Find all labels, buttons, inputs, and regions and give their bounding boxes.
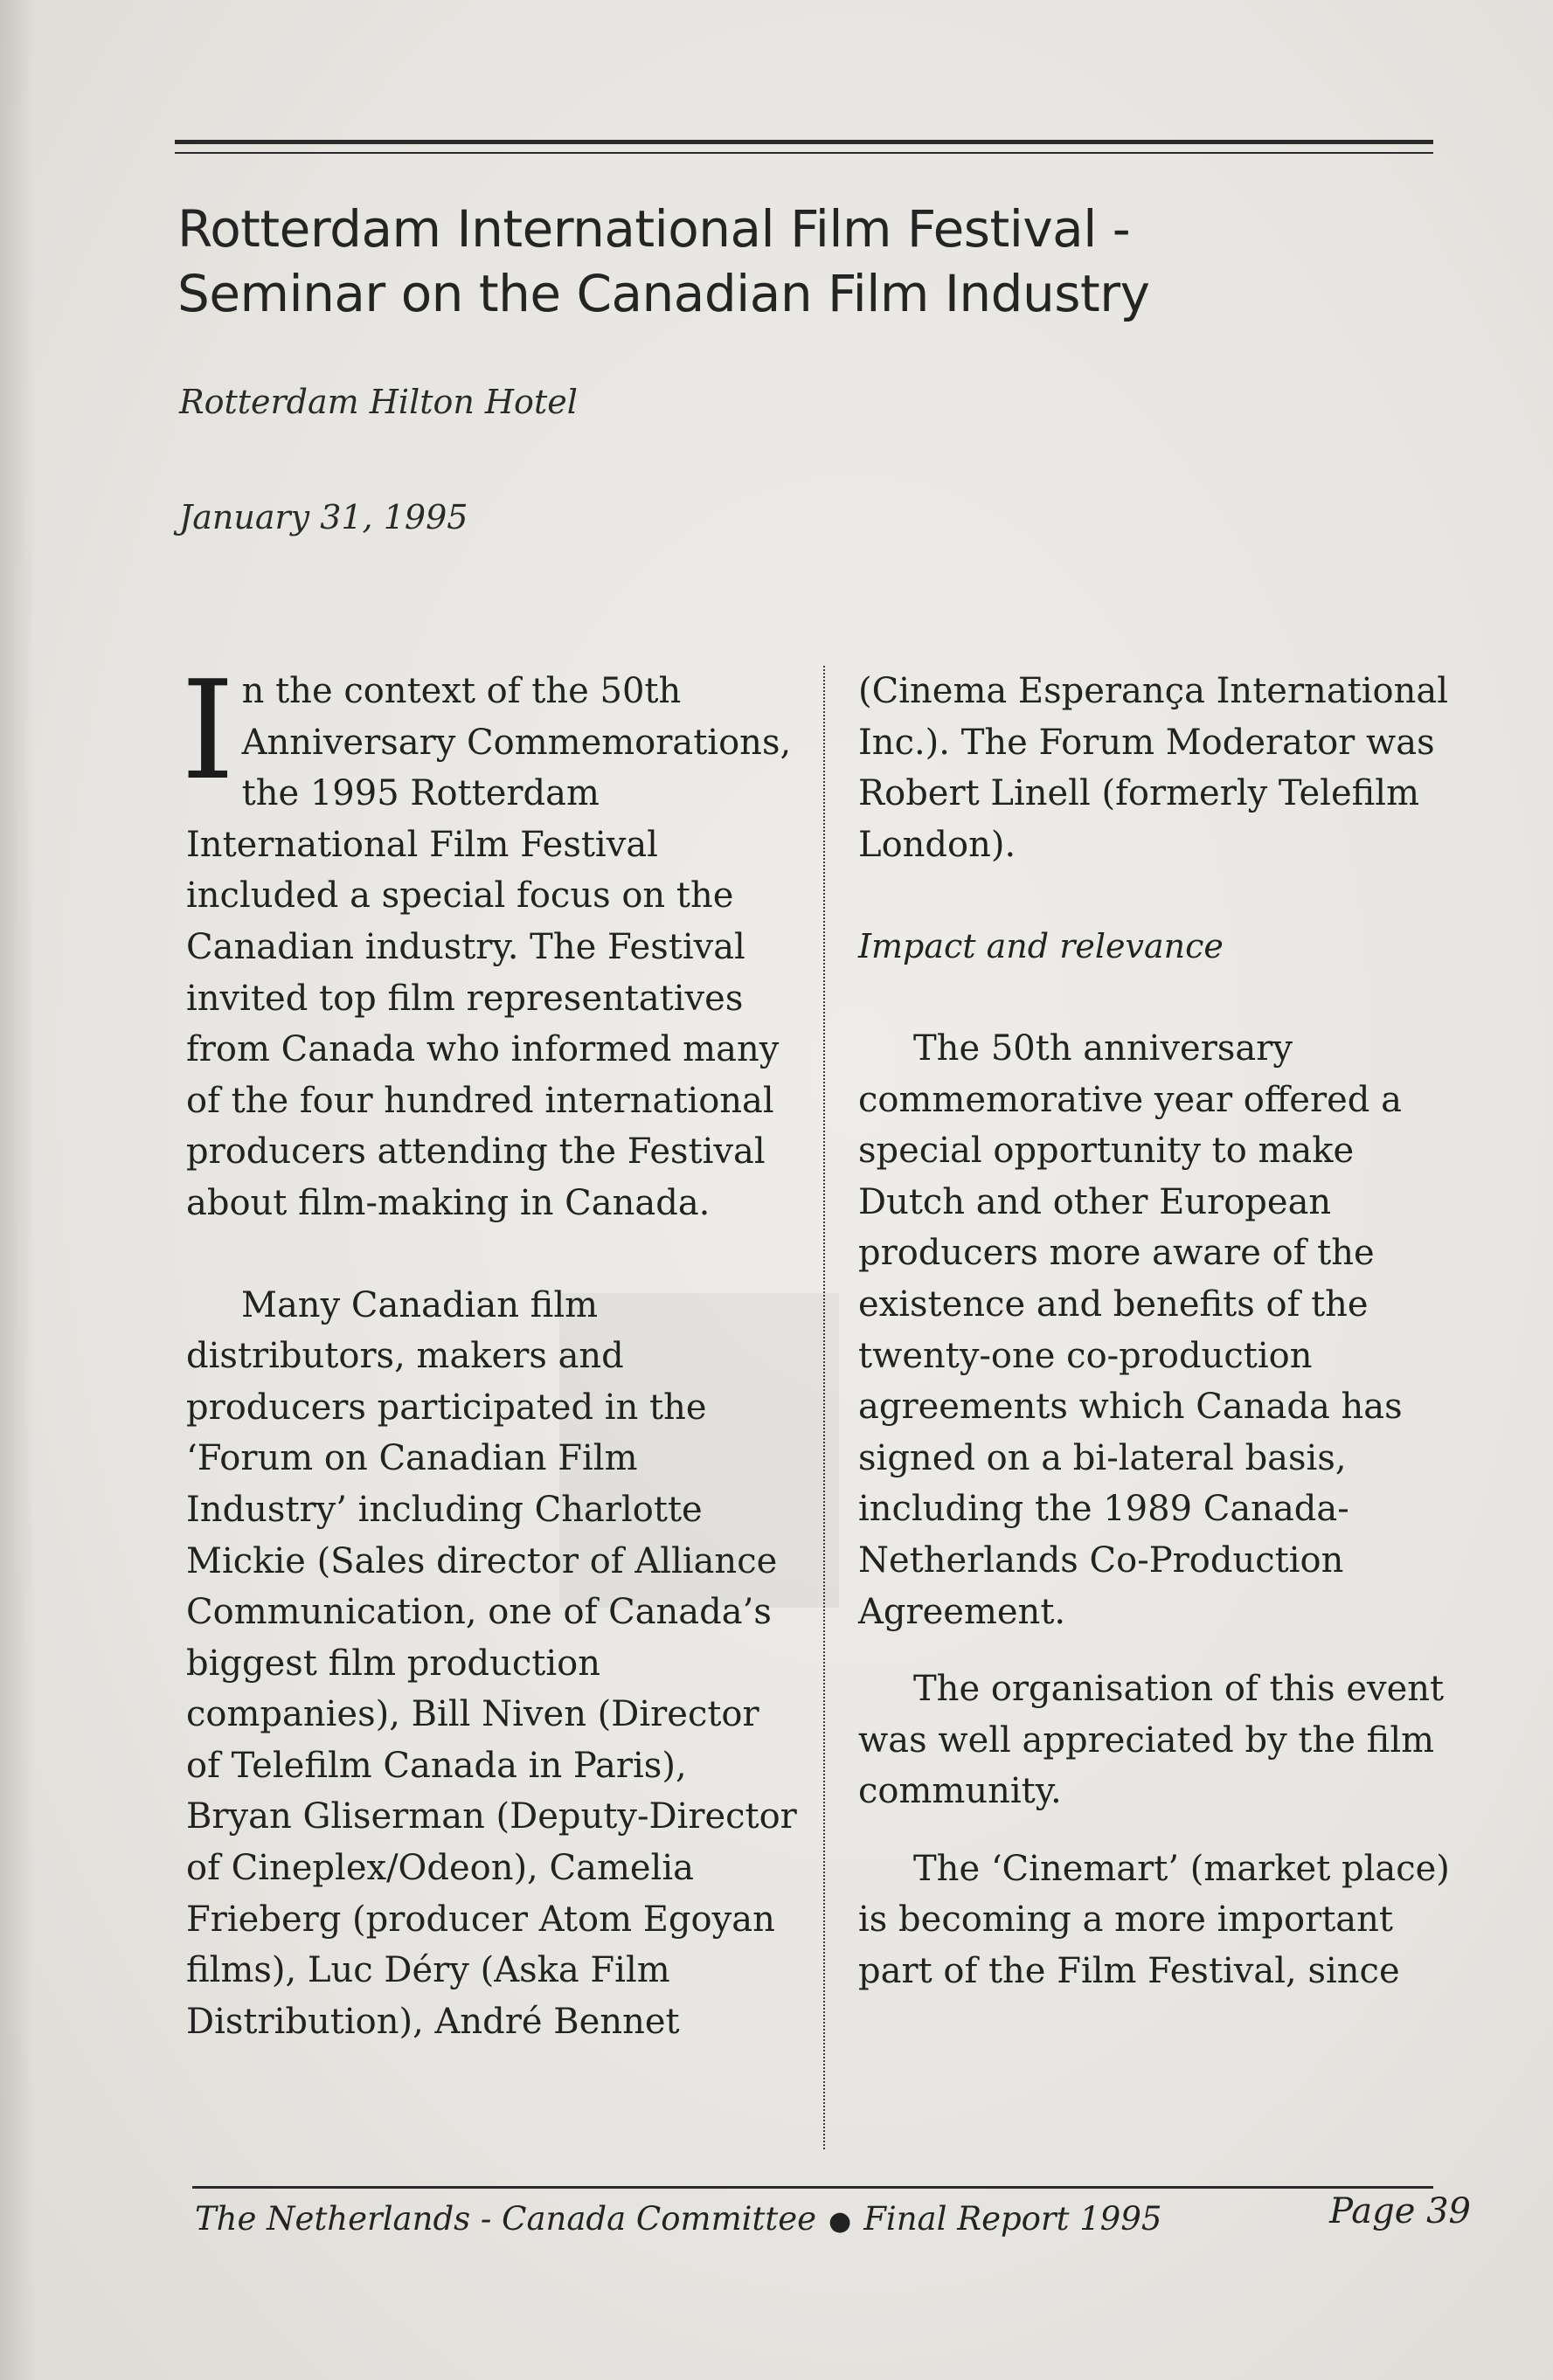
- bullet-icon: ●: [828, 2206, 852, 2237]
- title-line-2: Seminar on the Canadian Film Industry: [177, 264, 1150, 323]
- right-paragraph-3: The organisation of this event was well appreciated by the film community.: [858, 1669, 1445, 1812]
- venue: Rotterdam Hilton Hotel: [179, 383, 578, 421]
- binding-shadow: [0, 0, 35, 2380]
- footer: [195, 2191, 1471, 2238]
- left-paragraph-1-text: n the context of the 50th Anniversary Commemorations, the 1995 Rotterdam International Film Festival included a special focus on the Canadian industry. The Festival invited top film representatives from Canada who informed many of the four hundred international producers attending the Festival about film-making in Canada.: [186, 671, 792, 1223]
- page-number: Page 39: [1329, 2191, 1471, 2231]
- right-paragraph-1: (Cinema Esperança International Inc.). The Forum Moderator was Robert Linell (formerly Telefilm London).: [858, 671, 1449, 865]
- page-title: [177, 197, 1401, 326]
- column-divider: [823, 666, 825, 2149]
- title-line-1: Rotterdam International Film Festival -: [177, 199, 1131, 259]
- footer-report: Final Report 1995: [863, 2200, 1162, 2238]
- top-rule: [175, 140, 1433, 154]
- bottom-rule: [192, 2186, 1433, 2189]
- section-heading: Impact and relevance: [858, 927, 1224, 966]
- left-paragraph-2: Many Canadian film distributors, makers and producers participated in the ‘Forum on Canadian Film Industry’ including Charlotte Mickie (Sales director of Alliance Communication, one of Canada’s biggest film production companies), Bill Niven (Director of Telefilm Canada in Paris), Bryan Gliserman (Deputy-Director of Cineplex/Odeon), Camelia Frieberg (producer Atom Egoyan films), Luc Déry (Aska Film Distribution), André Bennet: [186, 1284, 797, 2042]
- left-column: [181, 651, 798, 2047]
- left-paragraph-1: [181, 651, 798, 1229]
- right-paragraph-4: The ‘Cinemart’ (market place) is becoming a more important part of the Film Festival, since: [858, 1848, 1450, 1992]
- right-paragraph-2: The 50th anniversary commemorative year offered a special opportunity to make Dutch and other European producers more aware of the existence and benefits of the twenty-one co-production agreements which Canada has signed on a bi-lateral basis, including the 1989 Canada-Netherlands Co-Production Agreement.: [858, 1027, 1403, 1632]
- date: January 31, 1995: [179, 498, 468, 536]
- footer-committee: The Netherlands - Canada Committee: [195, 2200, 817, 2238]
- right-column: [858, 666, 1470, 1997]
- drop-cap: I: [181, 651, 235, 810]
